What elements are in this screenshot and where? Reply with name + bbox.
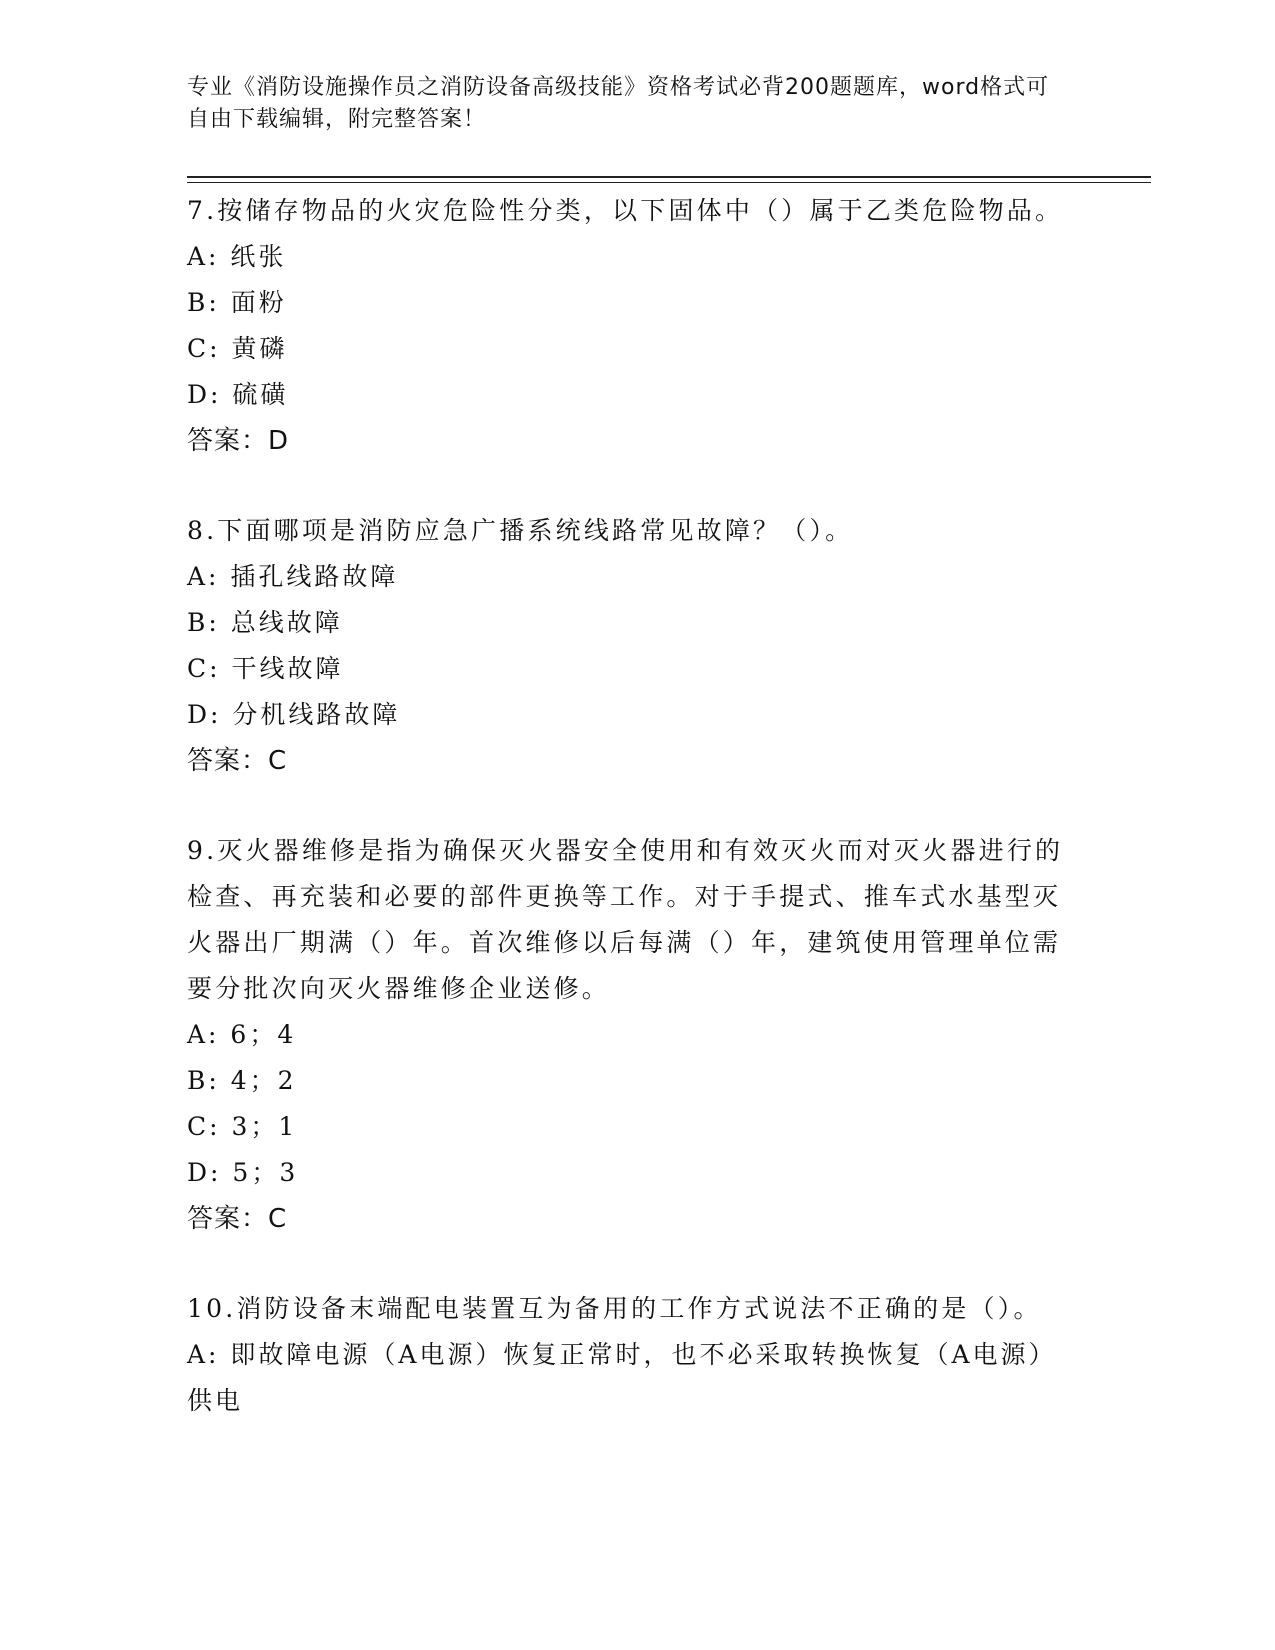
option-a: A: 6；4: [187, 1020, 297, 1049]
option-d: D: 分机线路故障: [187, 700, 401, 729]
question-text: 8.下面哪项是消防应急广播系统线路常见故障？（）。: [187, 516, 854, 545]
question-spacer: [187, 784, 1067, 828]
question-9: [187, 828, 1067, 1242]
option-d: D: 5；3: [187, 1158, 299, 1187]
option-a: A: 即故障电源（A电源）恢复正常时，也不必采取转换恢复（A电源）供电: [187, 1340, 1057, 1415]
answer-line: 答案：C: [187, 746, 288, 776]
option-c: C: 干线故障: [187, 654, 344, 683]
header-divider-thin: [187, 182, 1151, 183]
question-7: [187, 188, 1067, 464]
header-divider-thick: [187, 176, 1151, 178]
option-b: B: 4；2: [187, 1066, 297, 1095]
question-spacer: [187, 464, 1067, 508]
option-b: B: 面粉: [187, 288, 287, 317]
question-list: [187, 188, 1067, 1424]
option-b: B: 总线故障: [187, 608, 343, 637]
option-c: C: 3；1: [187, 1112, 298, 1141]
question-text: 10.消防设备末端配电装置互为备用的工作方式说法不正确的是（）。: [187, 1294, 1042, 1323]
option-a: A: 纸张: [187, 242, 287, 271]
document-header: 专业《消防设施操作员之消防设备高级技能》资格考试必背200题题库，word格式可自由下载编辑，附完整答案！: [187, 75, 1050, 132]
question-8: [187, 508, 1067, 784]
answer-line: 答案：D: [187, 426, 290, 456]
question-spacer: [187, 1242, 1067, 1286]
answer-line: 答案：C: [187, 1204, 288, 1234]
option-d: D: 硫磺: [187, 380, 289, 409]
question-text: 7.按储存物品的火灾危险性分类，以下固体中（）属于乙类危险物品。: [187, 196, 1064, 225]
option-c: C: 黄磷: [187, 334, 288, 363]
option-a: A: 插孔线路故障: [187, 562, 399, 591]
question-text: 9.灭火器维修是指为确保灭火器安全使用和有效灭火而对灭火器进行的检查、再充装和必要的部件更换等工作。对于手提式、推车式水基型灭火器出厂期满（）年。首次维修以后每满（）年，建筑使用管理单位需要分批次向灭火器维修企业送修。: [187, 836, 1064, 1003]
question-10: [187, 1286, 1067, 1424]
